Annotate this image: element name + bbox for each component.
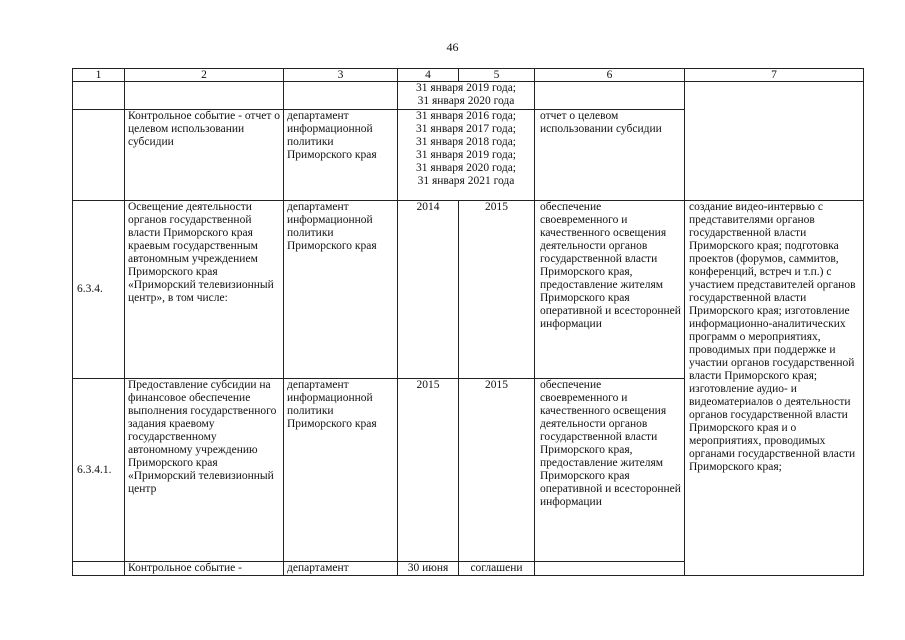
date-line: 31 января 2019 года; <box>416 149 516 161</box>
page-number: 46 <box>446 40 459 54</box>
header-cell: 7 <box>685 69 864 82</box>
executor-cell: департамент информационной политики Приморского края <box>284 379 398 562</box>
result-cell <box>535 82 685 110</box>
executor-cell <box>284 82 398 110</box>
name-cell <box>125 82 284 110</box>
num-cell <box>73 562 125 576</box>
start-year-cell: 2015 <box>398 379 459 562</box>
date-line: 31 января 2020 года <box>417 95 515 107</box>
header-cell: 1 <box>73 69 125 82</box>
indicators-cell-empty <box>685 82 864 201</box>
start-date-cell: 30 июня <box>398 562 459 576</box>
date-line: 31 января 2020 года; <box>416 162 516 174</box>
num-cell <box>73 82 125 110</box>
end-cell: соглашени <box>459 562 535 576</box>
result-cell: обеспечение своевременного и качественного освещения деятельности органов государственной власти Приморского края, предоставление жителям Приморского края оперативной и всесторонней информации <box>535 379 685 562</box>
header-cell: 6 <box>535 69 685 82</box>
date-line: 31 января 2018 года; <box>416 136 516 148</box>
result-cell <box>535 562 685 576</box>
header-cell: 4 <box>398 69 459 82</box>
name-cell: Контрольное событие - отчет о целевом использовании субсидии <box>125 110 284 201</box>
start-year-cell: 2014 <box>398 201 459 379</box>
end-year-cell: 2015 <box>459 379 535 562</box>
executor-cell: департамент <box>284 562 398 576</box>
end-year-cell: 2015 <box>459 201 535 379</box>
result-cell: обеспечение своевременного и качественного освещения деятельности органов государственной власти Приморского края, предоставление жителям Приморского края оперативной и всесторонней информации <box>535 201 685 379</box>
table-header-row <box>73 69 864 82</box>
dates-cell <box>398 110 535 201</box>
num-cell: 6.3.4.1. <box>73 379 125 562</box>
indicators-cell: создание видео-интервью с представителями органов государственной власти Приморского края; подготовка проектов (форумов, саммитов, конференций, встреч и т.п.) с участием представителей органов государственной власти Приморского края; изготовление информационно-аналитических программ о мероприятиях, проводимых при поддержке и участии органов государственной власти Приморского края; изготовление аудио- и видеоматериалов о деятельности органов государственной власти Приморского края и о мероприятиях, проводимых органами государственной власти Приморского края; <box>685 201 864 576</box>
date-line: 31 января 2021 года <box>417 175 515 187</box>
table-row-continued-dates <box>73 82 864 110</box>
header-cell: 2 <box>125 69 284 82</box>
date-line: 31 января 2017 года; <box>416 123 516 135</box>
executor-cell: департамент информационной политики Приморского края <box>284 201 398 379</box>
activities-table <box>72 68 864 576</box>
header-cell: 5 <box>459 69 535 82</box>
name-cell: Контрольное событие - <box>125 562 284 576</box>
name-cell: Предоставление субсидии на финансовое обеспечение выполнения государственного задания краевому государственному автономному учреждению Приморского края «Приморский телевизионный центр <box>125 379 284 562</box>
date-line: 31 января 2016 года; <box>416 110 516 122</box>
num-cell: 6.3.4. <box>73 201 125 379</box>
result-cell: отчет о целевом использовании субсидии <box>535 110 685 201</box>
num-cell <box>73 110 125 201</box>
executor-cell: департамент информационной политики Приморского края <box>284 110 398 201</box>
dates-cell <box>398 82 535 110</box>
date-line: 31 января 2019 года; <box>416 82 516 94</box>
header-cell: 3 <box>284 69 398 82</box>
name-cell: Освещение деятельности органов государственной власти Приморского края краевым государственным автономным учреждением Приморского края «Приморский телевизионный центр», в том числе: <box>125 201 284 379</box>
table-row-6-3-4 <box>73 201 864 379</box>
